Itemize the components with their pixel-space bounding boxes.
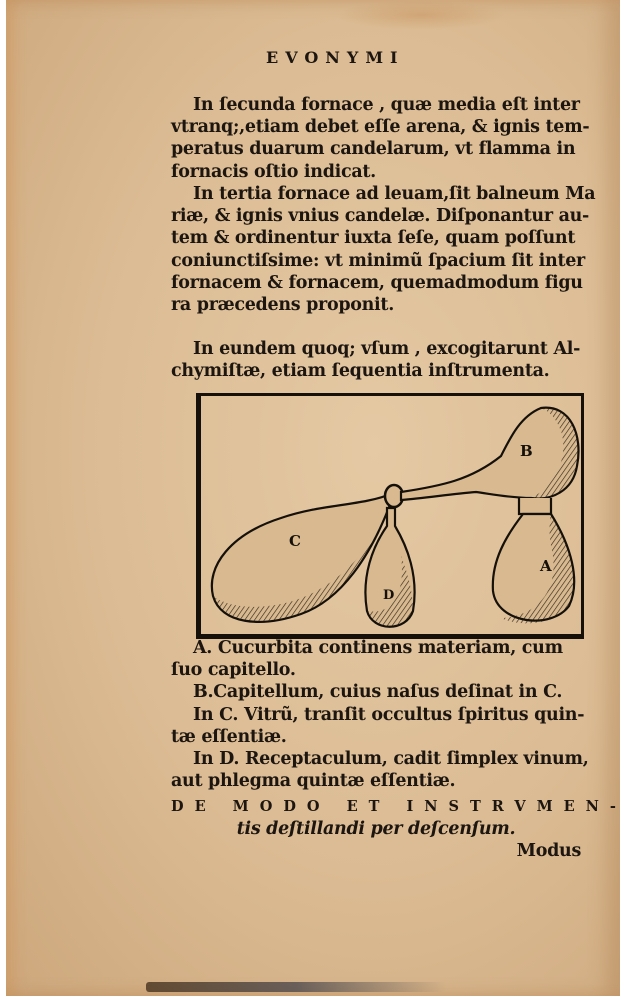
text-line: vtranq;,etiam debet eſſe arena, & ignis tem- (171, 117, 590, 138)
label-b: B (520, 442, 533, 460)
distillation-apparatus-woodcut (196, 393, 584, 639)
section-heading (171, 796, 627, 863)
label-c: C (289, 532, 301, 550)
paper-stain (336, 0, 506, 30)
woodcut-illustration (201, 396, 581, 634)
text-line: In eundem quoq; vſum , excogitarunt Al- (193, 339, 581, 359)
text-line: peratus duarum candelarum, vt flamma in (171, 139, 576, 160)
text-line: In ſecunda fornace , quæ media eſt inter (193, 95, 580, 115)
label-a: A (540, 557, 552, 575)
text-line: chymiſtæ, etiam ſequentia inſtrumenta. (171, 361, 550, 382)
text-line: ra præcedens proponit. (171, 295, 394, 316)
book-page (6, 0, 627, 996)
caption-a-line: ſuo capitello. (171, 660, 296, 681)
caption-d-line: In D. Receptaculum, cadit ſimplex vinum, (193, 749, 589, 770)
text-line: fornacem & fornacem, quemadmodum figu (171, 272, 583, 293)
text-line: fornacis oſtio indicat. (171, 161, 376, 182)
captions (171, 637, 589, 792)
caption-b-line: B.Capitellum, cuius naſus deſinat in C. (193, 682, 563, 703)
caption-c-line: In C. Vitrũ, tranſit occultus ſpiritus quin- (193, 704, 585, 725)
caption-a-line: A. Cucurbita continens materiam, cum (193, 638, 563, 658)
paragraph-2 (171, 183, 596, 316)
text-line: coniunctiſsime: vt minimũ ſpacium ſit inter (171, 250, 585, 271)
caption-d-line: aut phlegma quintæ eſſentiæ. (171, 771, 456, 792)
label-d: D (383, 588, 395, 603)
binding-shadow (146, 982, 446, 992)
text-line: riæ, & ignis vnius candelæ. Diſponantur au- (171, 206, 589, 227)
running-header: EVONYMI (266, 48, 405, 67)
paragraph-3 (171, 338, 581, 382)
section-heading-italic: tis deſtillandi per deſcenſum. (236, 819, 516, 840)
caption-c-line: tæ eſſentiæ. (171, 726, 287, 747)
text-line: In tertia fornace ad leuam,ſit balneum Ma (193, 184, 596, 204)
paragraph-1 (171, 94, 590, 183)
catchword: Modus (516, 841, 581, 862)
section-heading-caps: DE MODO ET INSTRVMEN- (171, 798, 627, 815)
text-line: tem & ordinentur iuxta ſeſe, quam poſſunt (171, 228, 576, 249)
